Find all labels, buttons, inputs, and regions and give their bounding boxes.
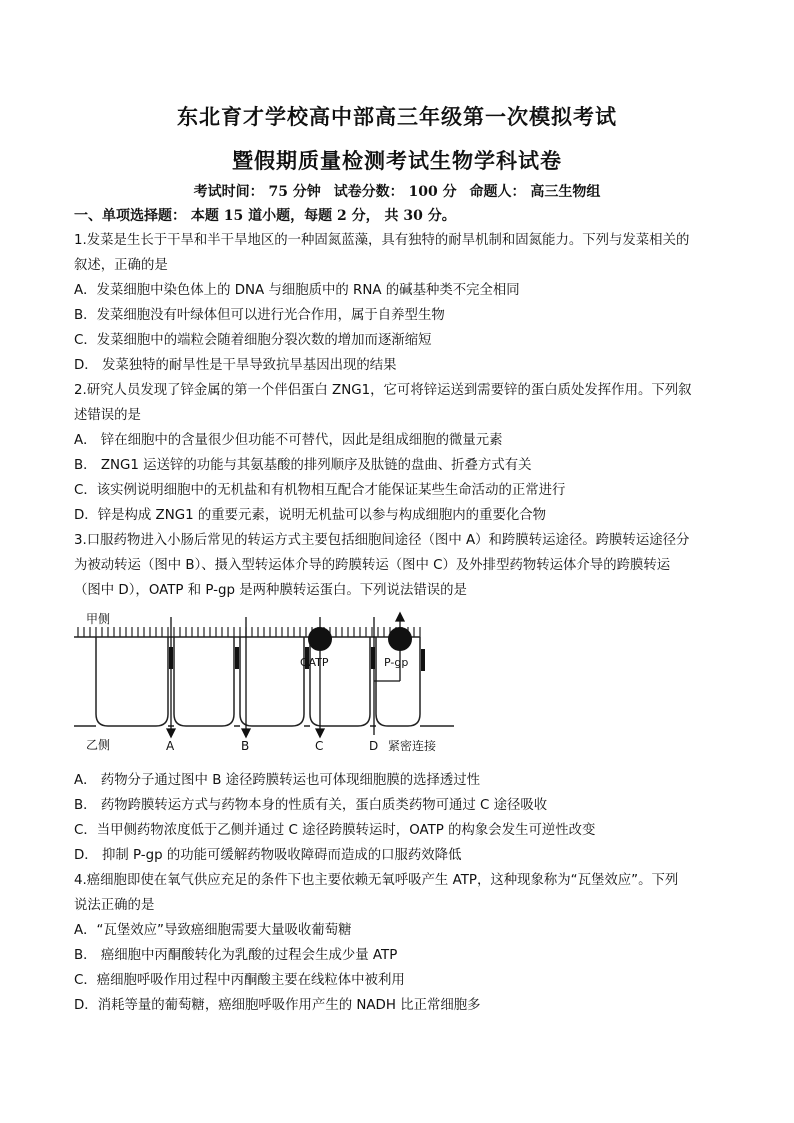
exam-title-line2: 暨假期质量检测考试生物学科试卷 [232,148,562,173]
q1-option-b: B．发菜细胞没有叶绿体但可以进行光合作用，属于自养型生物 [74,308,445,323]
label-c: C [315,739,324,753]
microvilli [78,627,420,637]
q1-stem-line2: 叙述，正确的是 [74,258,168,273]
q3-option-b: B． 药物跨膜转运方式与药物本身的性质有关，蛋白质类药物可通过 C 途径吸收 [74,798,548,813]
q4-stem-line1: 4.癌细胞即使在氧气供应充足的条件下也主要依赖无氧呼吸产生 ATP，这种现象称为“瓦堡效应”。下列 [74,873,679,888]
label-a: A [166,739,175,753]
q2-option-d: D．锌是构成 ZNG1 的重要元素，说明无机盐可以参与构成细胞内的重要化合物 [74,508,547,523]
exam-title-line1: 东北育才学校高中部高三年级第一次模拟考试 [177,104,617,129]
q3-stem-line3: （图中 D），OATP 和 P-gp 是两种膜转运蛋白。下列说法错误的是 [74,583,467,598]
q4-option-c: C．癌细胞呼吸作用过程中丙酮酸主要在线粒体中被利用 [74,973,405,988]
label-oatp: OATP [300,656,329,669]
oatp-transporter [308,627,332,651]
q3-stem-line2: 为被动转运（图中 B）、摄入型转运体介导的跨膜转运（图中 C）及外排型药物转运体介导的跨膜转运 [74,558,671,573]
q3-option-c: C．当甲侧药物浓度低于乙侧并通过 C 途径跨膜转运时，OATP 的构象会发生可逆性改变 [74,823,596,838]
label-side-bottom: 乙侧 [86,738,111,752]
q1-option-a: A．发菜细胞中染色体上的 DNA 与细胞质中的 RNA 的碱基种类不完全相同 [74,283,520,298]
exam-author: 命题人： 高三生物组 [469,184,601,200]
label-tight-junction: 紧密连接 [388,739,437,753]
q4-option-b: B． 癌细胞中丙酮酸转化为乳酸的过程会生成少量 ATP [74,948,398,963]
q3-option-d: D． 抑制 P-gp 的功能可缓解药物吸收障碍而造成的口服药效降低 [74,848,462,863]
q4-stem-line2: 说法正确的是 [74,898,155,913]
label-d: D [369,739,379,753]
cell-1 [96,637,168,726]
label-side-top: 甲侧 [86,612,111,626]
exam-meta [0,181,794,201]
pgp-transporter [388,627,412,651]
label-pgp: P-gp [384,656,409,669]
q4-option-d: D．消耗等量的葡萄糖，癌细胞呼吸作用产生的 NADH 比正常细胞多 [74,998,481,1013]
exam-score: 试卷分数： 100 分 [333,184,457,200]
q4-option-a: A．“瓦堡效应”导致癌细胞需要大量吸收葡萄糖 [74,923,352,938]
label-b: B [241,739,250,753]
q3-stem-line1: 3.口服药物进入小肠后常见的转运方式主要包括细胞间途径（图中 A）和跨膜转运途径。跨膜转运途径分 [74,533,690,548]
q2-option-a: A． 锌在细胞中的含量很少但功能不可替代，因此是组成细胞的微量元素 [74,433,503,448]
cell-2 [174,637,234,726]
q1-stem-line1: 1.发菜是生长于干旱和半干旱地区的一种固氮蓝藻，具有独特的耐旱机制和固氮能力。下列与发菜相关的 [74,233,690,248]
q2-stem-line1: 2.研究人员发现了锌金属的第一个伴侣蛋白 ZNG1，它可将锌运送到需要锌的蛋白质处发挥作用。下列叙 [74,383,692,398]
q2-option-b: B． ZNG1 运送锌的功能与其氨基酸的排列顺序及肽链的盘曲、折叠方式有关 [74,458,532,473]
q1-option-d: D． 发菜独特的耐旱性是干旱导致抗旱基因出现的结果 [74,358,397,373]
cell-3 [240,637,304,726]
q1-option-c: C．发菜细胞中的端粒会随着细胞分裂次数的增加而逐渐缩短 [74,333,432,348]
transport-diagram [74,609,494,759]
exam-time: 考试时间： 75 分钟 [193,184,321,200]
q3-option-a: A． 药物分子通过图中 B 途径跨膜转运也可体现细胞膜的选择透过性 [74,773,481,788]
q2-stem-line2: 述错误的是 [74,408,141,423]
section-heading: 一、单项选择题： 本题 15 道小题，每题 2 分， 共 30 分。 [74,208,456,224]
q2-option-c: C．该实例说明细胞中的无机盐和有机物相互配合才能保证某些生命活动的正常进行 [74,483,566,498]
